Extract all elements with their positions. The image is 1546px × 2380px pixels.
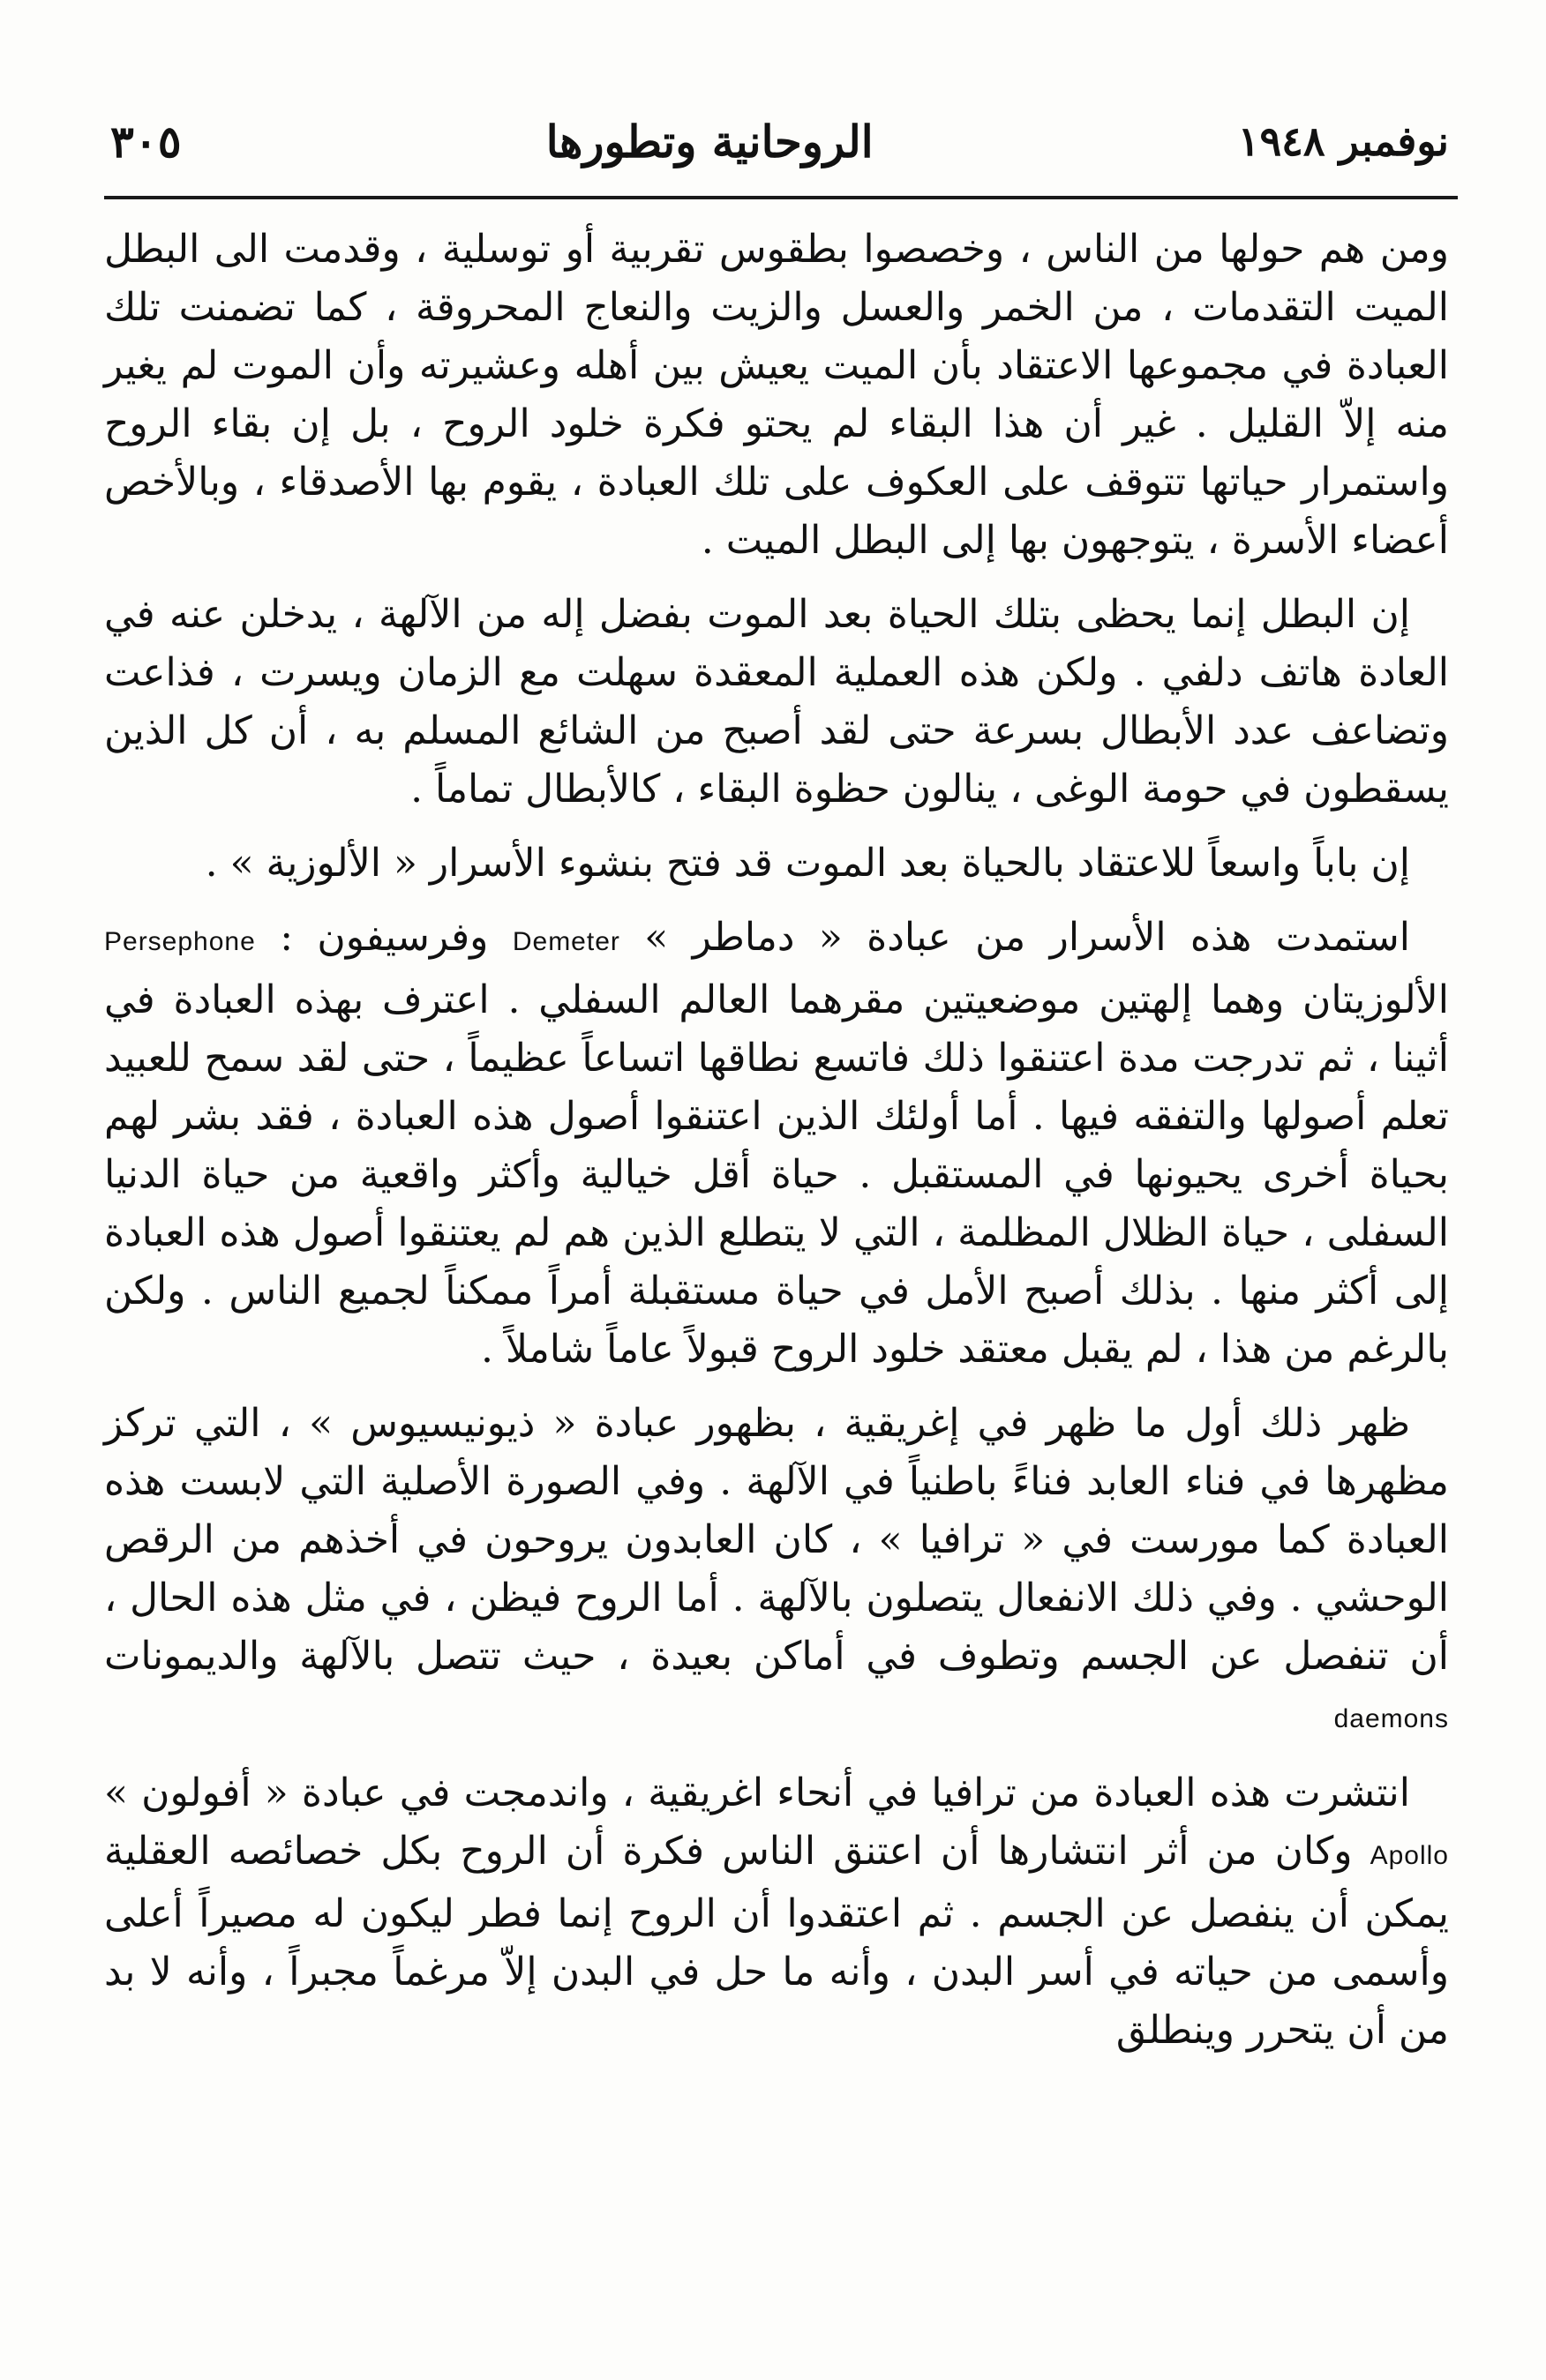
paragraph-4-after: الألوزيتان وهما إلهتين موضعيتين مقرهما العالم السفلي . اعترف بهذه العبادة في أثينا ، ثم تدرجت مدة اعتنقوا ذلك فاتسع نطاقها اتساعاً عظيماً ، حتى لقد سمح للعبيد تعلم أصولها والتفقه فيها . أما أولئك الذين اعتنقوا أصول هذه العبادة ، فقد بشر لهم بحياة أخرى يحيونها في المستقبل . حياة أقل خيالية وأكثر واقعية من حياة الدنيا السفلى ، حياة الظلال المظلمة ، التي لا يتطلع الذين هم لم يعتنقوا أصول هذه العبادة إلى أكثر منها . بذلك أصبح الأمل في حياة مستقبلة أمراً ممكناً لجميع الناس . ولكن بالرغم من هذا ، لم يقبل معتقد خلود الروح قبولاً عاماً شاملاً . [104, 977, 1450, 1372]
paragraph-3-text: إن باباً واسعاً للاعتقاد بالحياة بعد الموت قد فتح بنشوء الأسرار « الألوزية » . [205, 841, 1410, 886]
page-header [110, 106, 1449, 176]
paragraph-2-text: إن البطل إنما يحظى بتلك الحياة بعد الموت بفضل إله من الآلهة ، يدخلن عنه في العادة هاتف دلفي . ولكن هذه العملية المعقدة سهلت مع الزمان ويسرت ، فذاعت وتضاعف عدد الأبطال بسرعة حتى لقد أصبح من الشائع المسلم به ، أن كل الذين يسقطون في حومة الوغى ، ينالون حظوة البقاء ، كالأبطال تماماً . [104, 592, 1449, 812]
latin-term-demeter: Demeter [512, 927, 620, 956]
paragraph-4-middle: وفرسيفون : [280, 915, 489, 960]
paragraph-6 [104, 1764, 1449, 2060]
paragraph-1-text: ومن هم حولها من الناس ، وخصصوا بطقوس تقربية أو توسلية ، وقدمت الى البطل الميت التقدمات ، من الخمر والعسل والزيت والنعاج المحروقة ، كما تضمنت تلك العبادة في مجموعها الاعتقاد بأن الميت يعيش بين أهله وعشيرته وأن الموت لم يغير منه إلاّ القليل . غير أن هذا البقاء لم يحتو فكرة خلود الروح ، بل إن بقاء الروح واستمرار حياتها تتوقف على العكوف على تلك العبادة ، يقوم بها الأصدقاء ، وبالأخص أعضاء الأسرة ، يتوجهون بها إلى البطل الميت . [104, 227, 1449, 563]
latin-term-daemons: daemons [1333, 1704, 1449, 1733]
article-body [104, 221, 1449, 2076]
paragraph-3 [104, 834, 1449, 893]
latin-term-apollo: Apollo [1370, 1841, 1449, 1870]
paragraph-5-before: ظهر ذلك أول ما ظهر في إغريقية ، بظهور عبادة « ذيونيسيوس » ، التي تركز مظهرها في فناء العابد فناءً باطنياً في الآلهة . وفي الصورة الأصلية التي لابست هذه العبادة كما مورست في « ترافيا » ، كان العابدون يروحون في أخذهم من الرقص الوحشي . وفي ذلك الانفعال يتصلون بالآلهة . أما الروح فيظن ، في مثل هذه الحال ، أن تنفصل عن الجسم وتطوف في أماكن بعيدة ، حيث تتصل بالآلهة والديمونات [104, 1401, 1449, 1679]
paragraph-6-after: وكان من أثر انتشارها أن اعتنق الناس فكرة أن الروح بكل خصائصه العقلية يمكن أن ينفصل عن الجسم . ثم اعتقدوا أن الروح إنما فطر ليكون له مصيراً أعلى وأسمى من حياته في أسر البدن ، وأنه ما حل في البدن إلاّ مرغماً مجبراً ، وأنه لا بد من أن يتحرر وينطلق [104, 1829, 1449, 2053]
paragraph-1 [104, 221, 1449, 570]
paragraph-5 [104, 1395, 1449, 1748]
paragraph-6-before: انتشرت هذه العبادة من ترافيا في أنحاء اغريقية ، واندمجت في عبادة « أفولون » [104, 1770, 1410, 1815]
paragraph-4 [104, 909, 1449, 1379]
page-number: ٣٠٥ [110, 115, 182, 168]
paragraph-2 [104, 586, 1449, 819]
latin-term-persephone: Persephone [104, 927, 256, 956]
header-rule [104, 196, 1458, 199]
paragraph-4-before: استمدت هذه الأسرار من عبادة « دماطر » [644, 915, 1410, 960]
header-title: الروحانية وتطورها [545, 115, 874, 168]
header-date: نوفمبر ١٩٤٨ [1237, 117, 1449, 165]
